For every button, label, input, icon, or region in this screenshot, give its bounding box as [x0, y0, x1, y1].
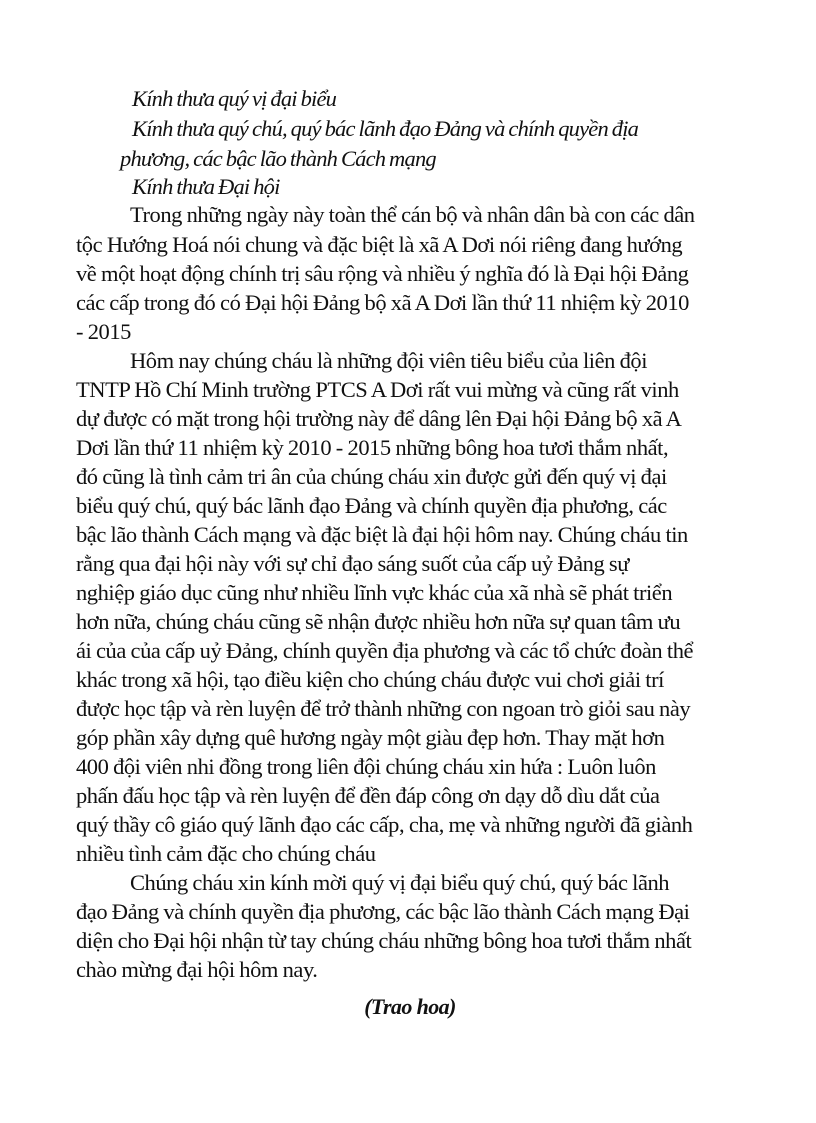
paragraph-line: các cấp trong đó có Đại hội Đảng bộ xã A Dơi lần thứ 11 nhiệm kỳ 2010 [76, 290, 689, 315]
paragraph-line: được học tập và rèn luyện để trở thành những con ngoan trò giỏi sau này [76, 696, 691, 721]
paragraph-line: Hôm nay chúng cháu là những đội viên tiêu biểu của liên đội [130, 348, 648, 373]
paragraph-line: tộc Hướng Hoá nói chung và đặc biệt là xã A Dơi nói riêng đang hướng [76, 232, 683, 257]
greeting-line: Kính thưa quý chú, quý bác lãnh đạo Đảng và chính quyền địa [132, 116, 639, 141]
closing-note: (Trao hoa) [364, 994, 456, 1019]
greeting-line: Kính thưa quý vị đại biểu [132, 86, 337, 111]
paragraph-line: TNTP Hồ Chí Minh trường PTCS A Dơi rất vui mừng và cũng rất vinh [76, 377, 679, 402]
greeting-line: phương, các bậc lão thành Cách mạng [120, 146, 436, 171]
paragraph-line: đó cũng là tình cảm tri ân của chúng cháu xin được gửi đến quý vị đại [76, 464, 667, 489]
paragraph-line: nhiều tình cảm đặc cho chúng cháu [76, 841, 376, 866]
paragraph-line: diện cho Đại hội nhận từ tay chúng cháu những bông hoa tươi thắm nhất [76, 928, 692, 953]
paragraph-line: phấn đấu học tập và rèn luyện để đền đáp công ơn dạy dỗ dìu dắt của [76, 783, 660, 808]
paragraph-line: biểu quý chú, quý bác lãnh đạo Đảng và chính quyền địa phương, các [76, 493, 667, 518]
paragraph-line: góp phần xây dựng quê hương ngày một giàu đẹp hơn. Thay mặt hơn [76, 725, 665, 750]
greeting-line: Kính thưa Đại hội [132, 174, 280, 199]
paragraph-line: Chúng cháu xin kính mời quý vị đại biểu quý chú, quý bác lãnh [130, 870, 670, 895]
paragraph-line: 400 đội viên nhi đồng trong liên đội chúng cháu xin hứa : Luôn luôn [76, 754, 656, 779]
paragraph-line: chào mừng đại hội hôm nay. [76, 957, 318, 982]
paragraph-line: hơn nữa, chúng cháu cũng sẽ nhận được nhiều hơn nữa sự quan tâm ưu [76, 609, 681, 634]
paragraph-line: Dơi lần thứ 11 nhiệm kỳ 2010 - 2015 những bông hoa tươi thắm nhất, [76, 435, 669, 460]
paragraph-line: ái của của cấp uỷ Đảng, chính quyền địa phương và các tổ chức đoàn thể [76, 638, 694, 663]
paragraph-line: quý thầy cô giáo quý lãnh đạo các cấp, cha, mẹ và những người đã giành [76, 812, 693, 837]
paragraph-line: rằng qua đại hội này với sự chỉ đạo sáng suốt của cấp uỷ Đảng sự [76, 551, 629, 576]
paragraph-line: về một hoạt động chính trị sâu rộng và nhiều ý nghĩa đó là Đại hội Đảng [76, 261, 689, 286]
paragraph-line: khác trong xã hội, tạo điều kiện cho chúng cháu được vui chơi giải trí [76, 667, 664, 692]
paragraph-line: nghiệp giáo dục cũng như nhiều lĩnh vực khác của xã nhà sẽ phát triển [76, 580, 673, 605]
paragraph-line: dự được có mặt trong hội trường này để dâng lên Đại hội Đảng bộ xã A [76, 406, 682, 431]
paragraph-line: đạo Đảng và chính quyền địa phương, các bậc lão thành Cách mạng Đại [76, 899, 690, 924]
paragraph-line: Trong những ngày này toàn thể cán bộ và nhân dân bà con các dân [130, 202, 695, 227]
paragraph-line: bậc lão thành Cách mạng và đặc biệt là đại hội hôm nay. Chúng cháu tin [76, 522, 688, 547]
paragraph-line: - 2015 [76, 319, 131, 344]
